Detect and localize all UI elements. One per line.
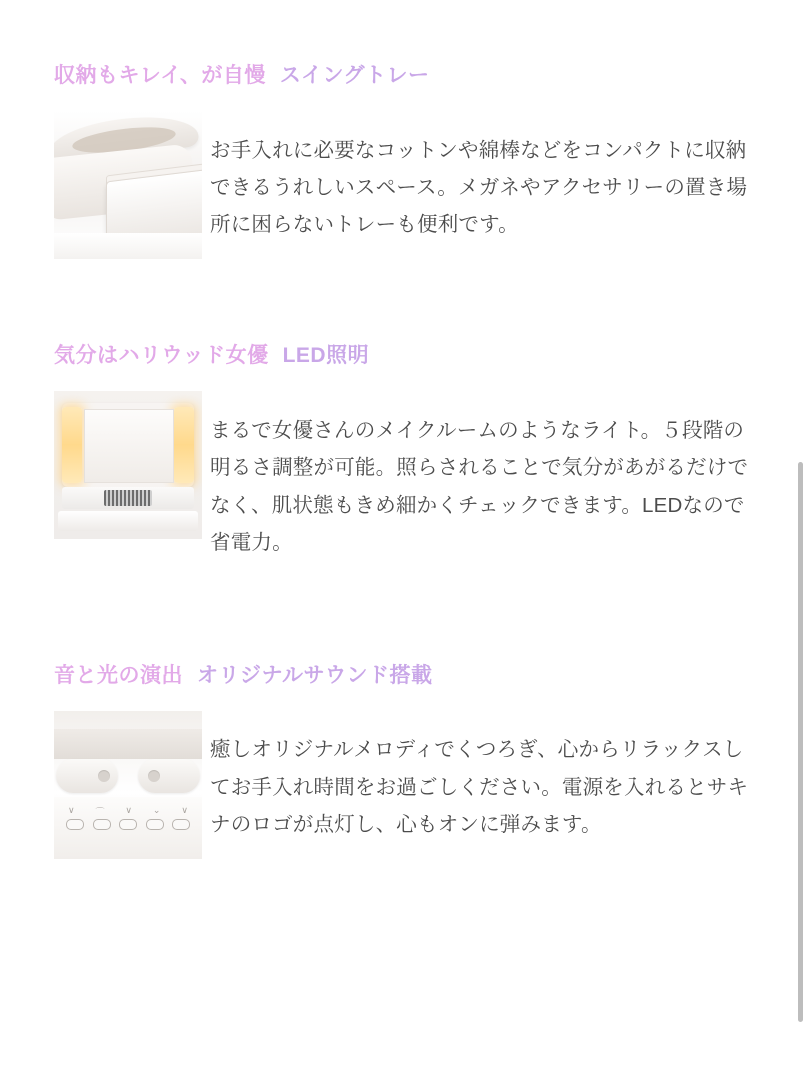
section-body (54, 391, 756, 581)
mark-icon: ∨ (68, 804, 75, 815)
section-swing-tray (0, 0, 806, 264)
section-heading-lead: 気分はハリウッド女優 (54, 344, 269, 368)
section-original-sound (0, 582, 806, 864)
sound-bar-top-shape (54, 729, 202, 759)
section-led-light (0, 264, 806, 581)
section-heading-lead: 収納もキレイ、が自慢 (54, 64, 266, 87)
section-heading (54, 62, 756, 89)
sound-button-shape (146, 819, 164, 830)
sound-knob-left-shape (98, 770, 110, 782)
mark-icon: ∨ (181, 804, 188, 815)
section-description: 癒しオリジナルメロディでくつろぎ、心からリラックスしてお手入れ時間をお過ごしください。電源を入れるとサキナのロゴが点灯し、心もオンに弾みます。 (210, 738, 749, 837)
tray-base-shape (54, 233, 202, 259)
sound-button-shape (119, 819, 137, 830)
device-vent-shape (104, 490, 152, 506)
section-heading (54, 342, 756, 369)
device-tray-shape (58, 511, 198, 531)
section-heading (54, 662, 756, 689)
sound-button-shape (172, 819, 190, 830)
led-mirror-image (54, 391, 202, 539)
sound-knob-right-shape (148, 770, 160, 782)
mark-icon: ⌄ (152, 804, 161, 815)
sound-marks-row (68, 805, 188, 818)
section-heading-sub: スイングトレー (279, 64, 430, 87)
led-bulbs-right-shape (174, 407, 194, 483)
section-description: まるで女優さんのメイクルームのようなライト。５段階の明るさ調整が可能。照らされることで気分があがるだけでなく、肌状態もきめ細かくチェックできます。LEDなので省電力。 (210, 418, 749, 554)
scrollbar-thumb[interactable] (798, 462, 803, 1022)
section-body (54, 111, 756, 264)
section-heading-sub: オリジナルサウンド搭載 (197, 663, 433, 687)
mark-icon: ∨ (125, 804, 133, 815)
mark-icon: ⌒ (95, 806, 105, 817)
sound-button-shape (93, 819, 111, 830)
section-heading-sub: LED照明 (282, 344, 370, 368)
led-bulbs-left-shape (62, 407, 82, 483)
sound-buttons-row (66, 819, 190, 830)
mirror-glass-shape (84, 409, 174, 483)
section-heading-lead: 音と光の演出 (54, 663, 183, 687)
sound-button-shape (66, 819, 84, 830)
swing-tray-image (54, 111, 202, 259)
sound-unit-image (54, 711, 202, 859)
section-description: お手入れに必要なコットンや綿棒などをコンパクトに収納できるうれしいスペース。メガネやアクセサリーの置き場所に困らないトレーも便利です。 (210, 138, 748, 237)
section-body (54, 711, 756, 864)
